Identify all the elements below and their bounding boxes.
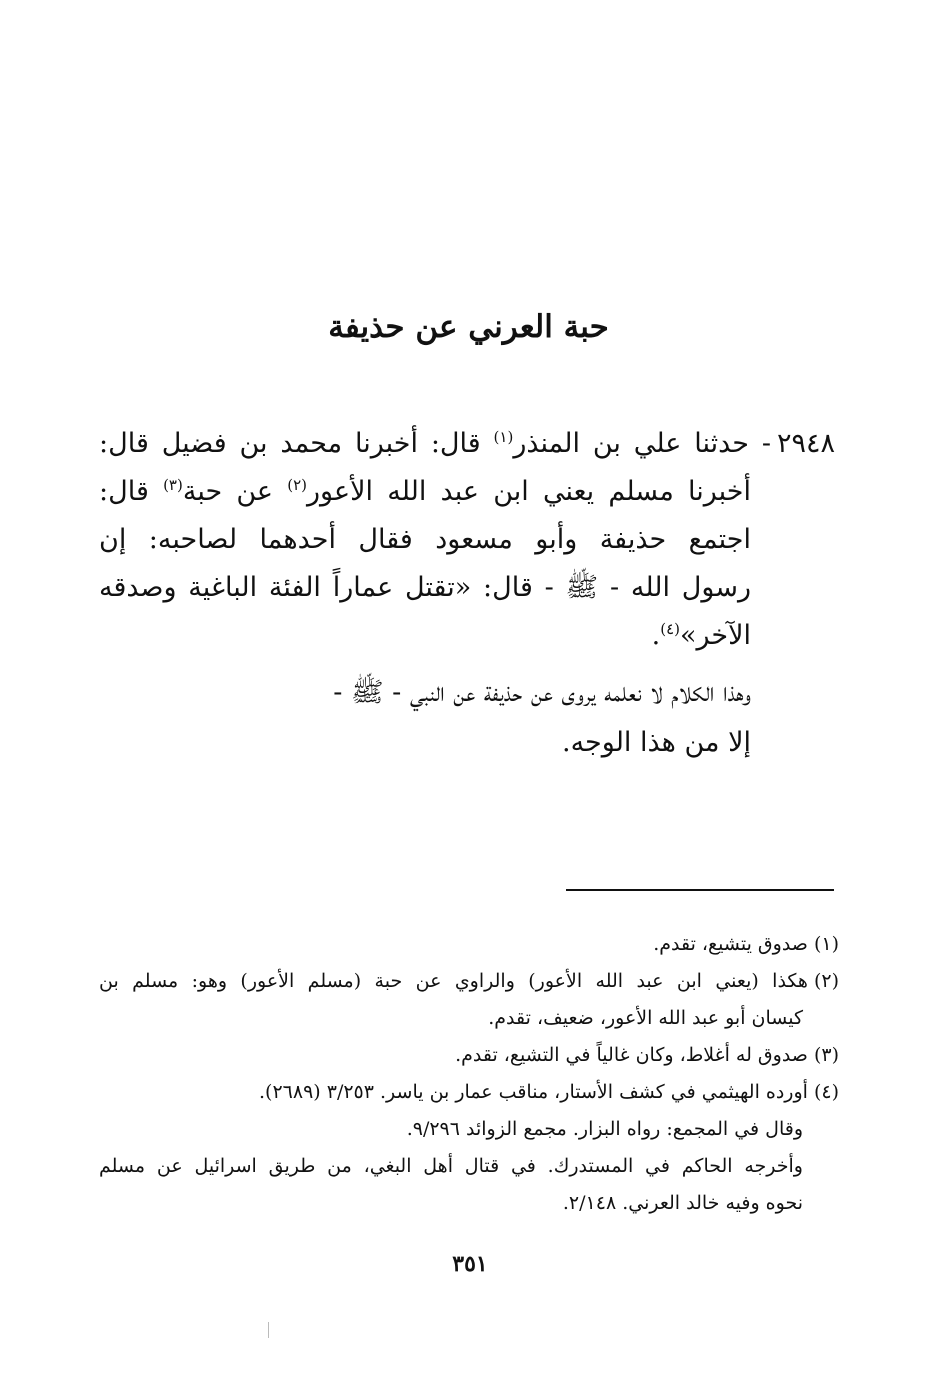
footnote-number: (٤) — [813, 1081, 839, 1103]
hadith-text: عن حبة — [182, 476, 288, 507]
footnote-number: (٢) — [813, 970, 839, 992]
hadith-line-3: اجتمع حذيفة وأبو مسعود فقال أحدهما لصاحبه: إن — [99, 524, 751, 555]
footnote-text: صدوق له أغلاط، وكان غالياً في التشيع، تقدم. — [455, 1044, 808, 1066]
footnote-text: هكذا (يعني ابن عبد الله الأعور) والراوي عن حبة (مسلم الأعور) وهو: مسلم بن — [99, 970, 808, 992]
hadith-text: قال: — [99, 476, 164, 507]
hadith-line-1 — [99, 420, 835, 468]
footnote-text: أورده الهيثمي في كشف الأستار، مناقب عمار بن ياسر. ٣/٢٥٣ (٢٦٨٩). — [259, 1081, 808, 1103]
hadith-text: . — [651, 620, 661, 651]
chapter-title: حبة العرني عن حذيفة — [328, 309, 609, 345]
hadith-line-4: رسول الله - ﷺ - قال: «تقتل عماراً الفئة الباغية وصدقه — [99, 572, 751, 603]
scan-mark — [268, 1322, 269, 1338]
footnote-3 — [99, 1037, 839, 1074]
footnote-4-line-2: وقال في المجمع: رواه البزار. مجمع الزوائد ٩/٢٩٦. — [406, 1118, 803, 1140]
footnote-4-line-4: نحوه وفيه خالد العرني. ٢/١٤٨. — [562, 1192, 803, 1214]
footnote-ref[interactable]: (٢) — [287, 476, 308, 494]
footnote-2 — [99, 963, 839, 1000]
footnote-number: (٣) — [813, 1044, 839, 1066]
hadith-text: أخبرنا مسلم يعني ابن عبد الله الأعور — [307, 476, 751, 507]
hadith-text: - حدثنا علي بن المنذر — [513, 428, 771, 459]
footnote-4 — [99, 1074, 839, 1111]
footnote-separator — [566, 889, 834, 891]
footnote-4-line-3: وأخرجه الحاكم في المستدرك. في قتال أهل البغي، من طريق اسرائيل عن مسلم — [99, 1155, 803, 1177]
footnotes — [99, 926, 839, 1222]
footnote-ref[interactable]: (٣) — [163, 476, 183, 494]
hadith-block — [99, 420, 835, 660]
footnote-text: صدوق يتشيع، تقدم. — [653, 933, 808, 955]
footnote-2-continuation: كيسان أبو عبد الله الأعور، ضعيف، تقدم. — [488, 1007, 803, 1029]
commentary-line-1: وهذا الكلام لا نعلمه يروى عن حذيفة عن النبي - ﷺ - — [333, 677, 751, 708]
footnote-ref[interactable]: (١) — [493, 428, 514, 446]
hadith-text: الآخر» — [679, 620, 751, 651]
page-number: ٣٥١ — [452, 1251, 488, 1277]
footnote-1 — [99, 926, 839, 963]
hadith-line-5 — [99, 612, 751, 660]
hadith-text: قال: أخبرنا محمد بن فضيل قال: — [99, 428, 494, 459]
commentary-line-2: إلا من هذا الوجه. — [562, 727, 751, 758]
commentary-block — [99, 668, 835, 768]
hadith-number: ٢٩٤٨ — [776, 428, 835, 459]
footnote-number: (١) — [813, 933, 839, 955]
hadith-line-2 — [99, 468, 751, 516]
footnote-ref[interactable]: (٤) — [660, 620, 680, 638]
